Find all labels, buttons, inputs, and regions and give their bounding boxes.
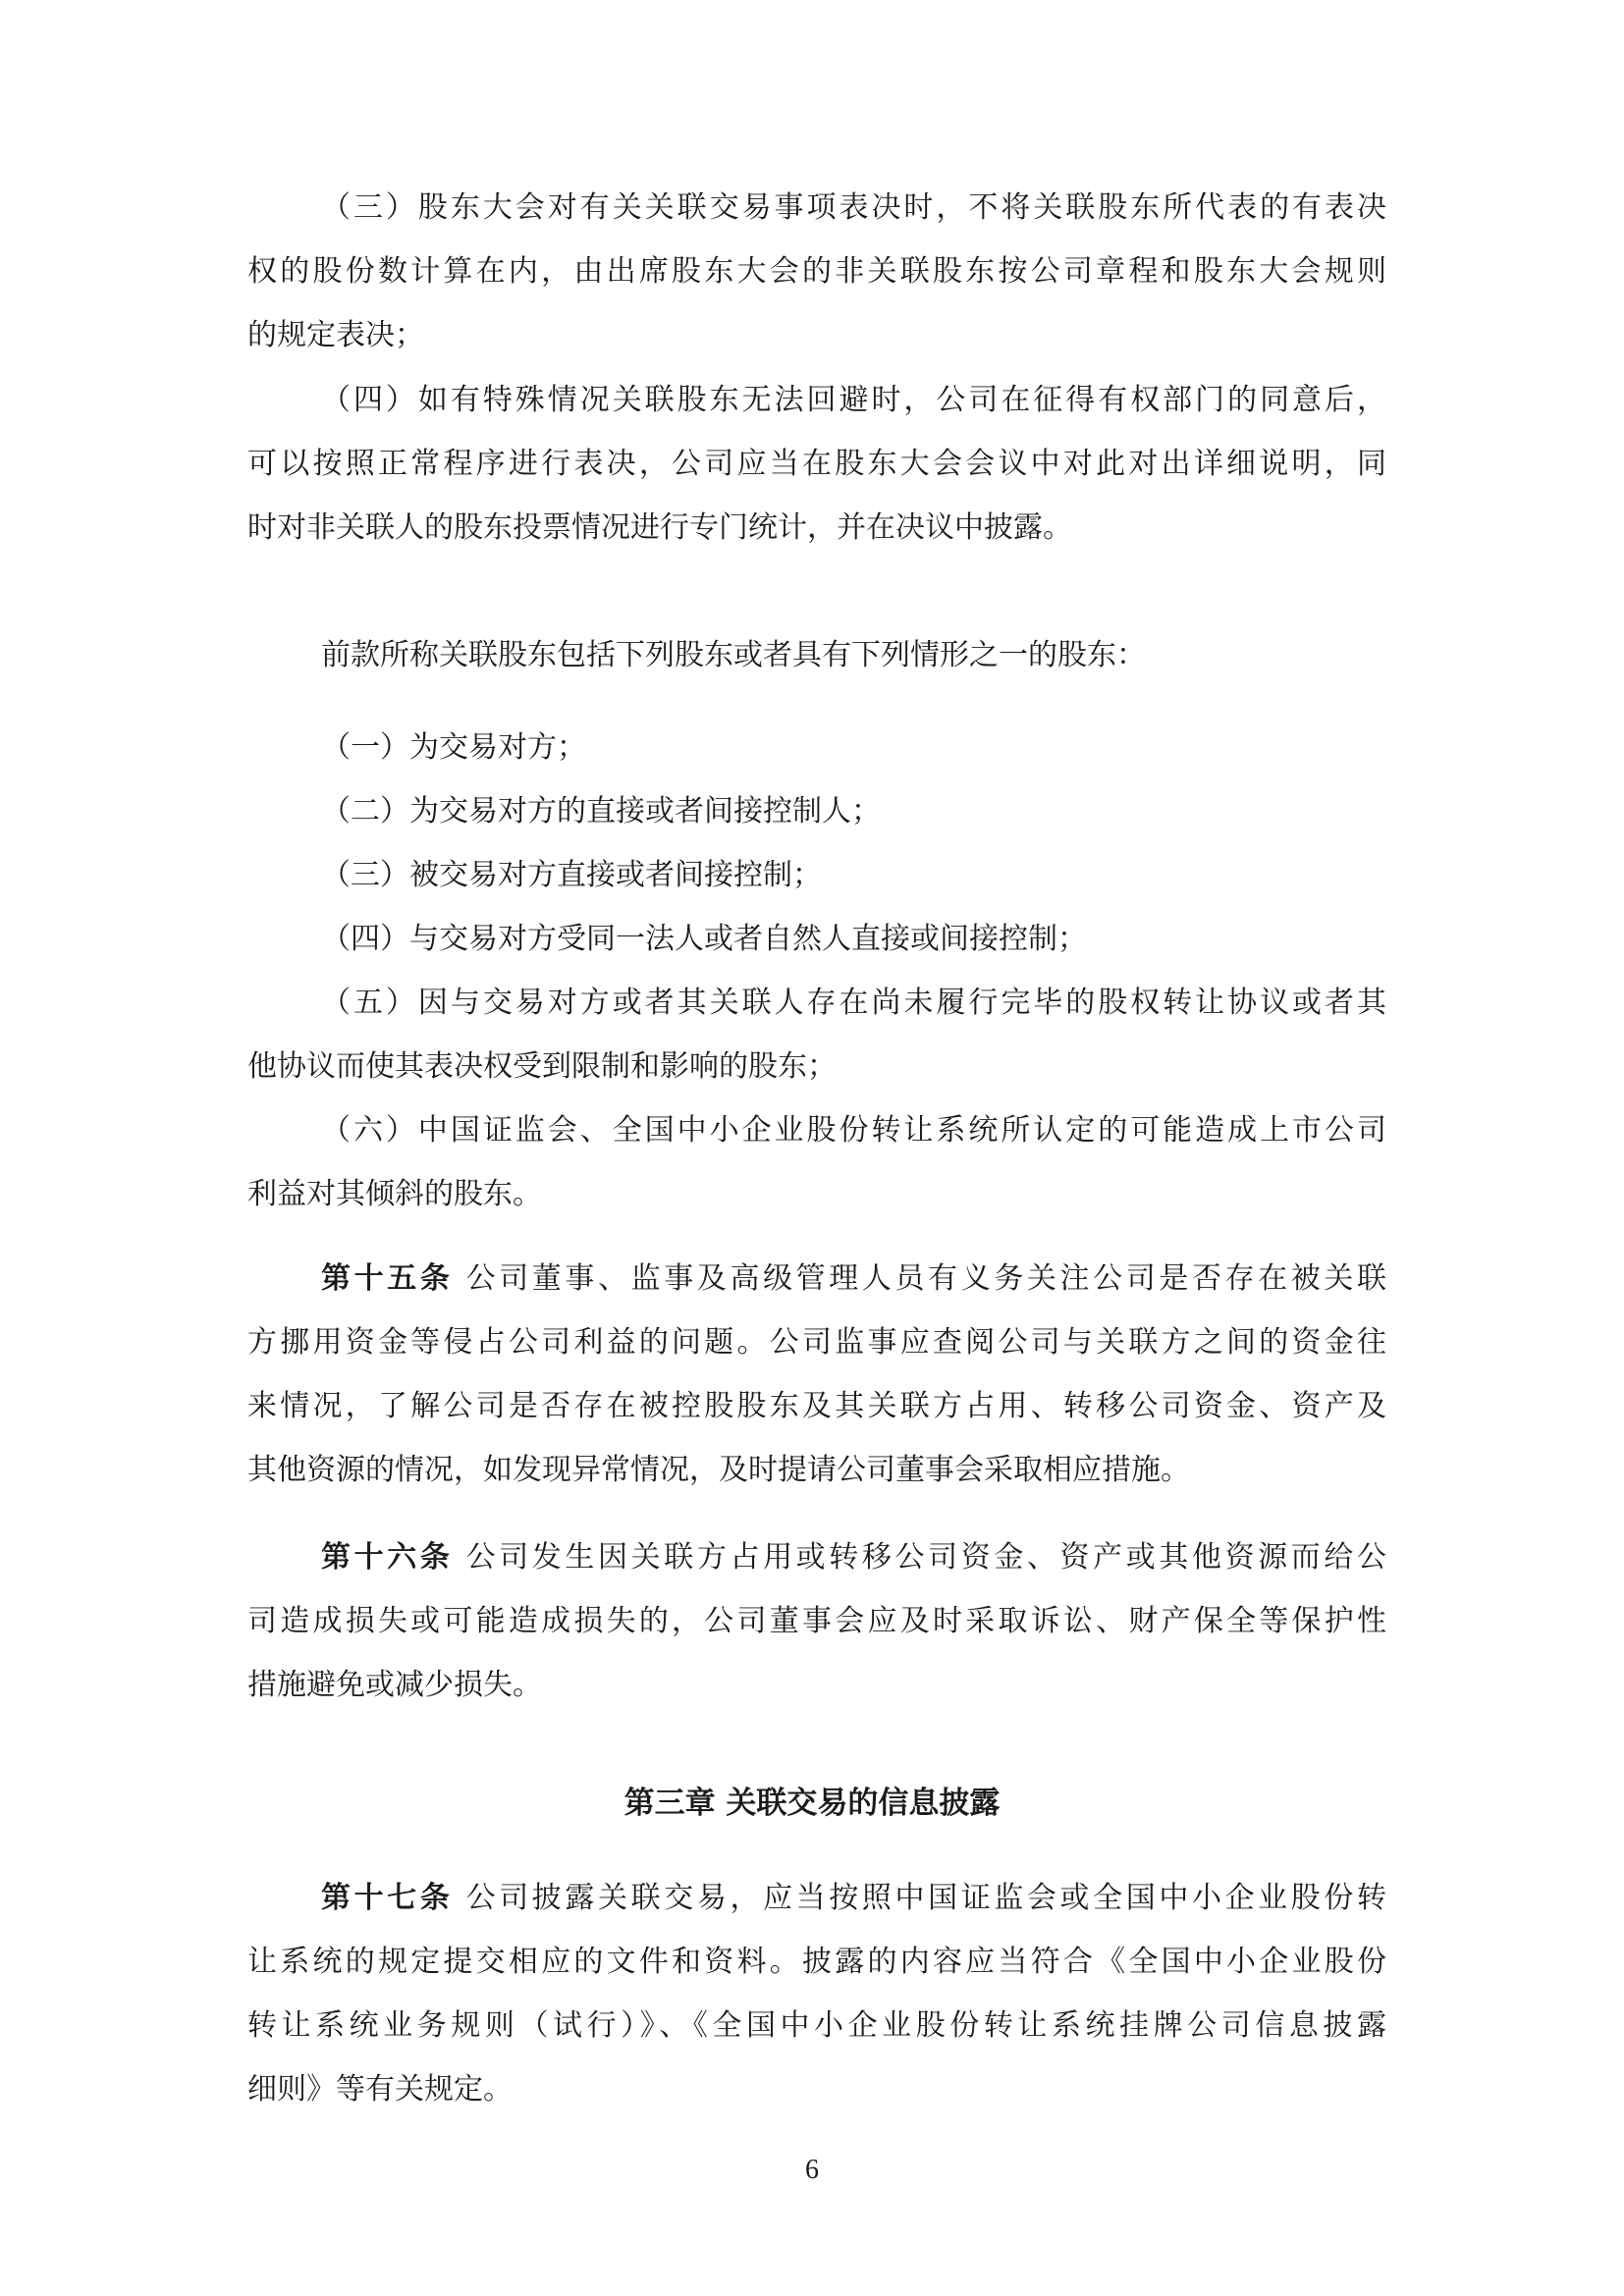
article-label: 第十六条 (321, 1540, 454, 1575)
article-17-line: 让系统的规定提交相应的文件和资料。披露的内容应当符合《全国中小企业股份 (247, 1945, 1386, 1979)
paragraph-line: （四）如有特殊情况关联股东无法回避时，公司在征得有权部门的同意后， (321, 383, 1386, 417)
article-label: 第十五条 (321, 1261, 454, 1296)
list-item: （四）与交易对方受同一法人或者自然人直接或间接控制； (321, 922, 1087, 956)
paragraph-line: 的规定表决； (247, 318, 424, 352)
article-17-line: 转让系统业务规则（试行）》、《全国中小企业股份转让系统挂牌公司信息披露 (247, 2008, 1386, 2043)
paragraph-line: 可以按照正常程序进行表决，公司应当在股东大会会议中对此对出详细说明，同 (247, 447, 1386, 481)
list-item: （二）为交易对方的直接或者间接控制人； (321, 794, 881, 828)
list-item: 利益对其倾斜的股东。 (247, 1177, 542, 1211)
article-text: 公司发生因关联方占用或转移公司资金、资产或其他资源而给公 (465, 1540, 1387, 1575)
list-item: （三）被交易对方直接或者间接控制； (321, 858, 822, 892)
paragraph-line: 时对非关联人的股东投票情况进行专门统计，并在决议中披露。 (247, 510, 1072, 545)
article-15-line: 其他资源的情况，如发现异常情况，及时提请公司董事会采取相应措施。 (247, 1453, 1190, 1487)
list-item: （一）为交易对方； (321, 730, 586, 765)
chapter-heading: 第三章 关联交易的信息披露 (623, 1786, 1001, 1821)
paragraph-line: 权的股份数计算在内，由出席股东大会的非关联股东按公司章程和股东大会规则 (247, 254, 1386, 289)
list-item: （六）中国证监会、全国中小企业股份转让系统所认定的可能造成上市公司 (321, 1113, 1386, 1148)
article-16-line: 措施避免或减少损失。 (247, 1668, 542, 1702)
article-15-line: 来情况，了解公司是否存在被控股股东及其关联方占用、转移公司资金、资产及 (247, 1389, 1386, 1423)
paragraph-line: 前款所称关联股东包括下列股东或者具有下列情形之一的股东： (321, 638, 1146, 672)
list-item: （五）因与交易对方或者其关联人存在尚未履行完毕的股权转让协议或者其 (321, 986, 1386, 1020)
article-15-line: 方挪用资金等侵占公司利益的问题。公司监事应查阅公司与关联方之间的资金往 (247, 1325, 1386, 1360)
paragraph-line: （三）股东大会对有关关联交易事项表决时，不将关联股东所代表的有表决 (321, 190, 1386, 225)
article-text: 公司披露关联交易，应当按照中国证监会或全国中小企业股份转 (465, 1881, 1387, 1915)
article-15-line (321, 1259, 1386, 1299)
article-16-line: 司造成损失或可能造成损失的，公司董事会应及时采取诉讼、财产保全等保护性 (247, 1604, 1386, 1638)
article-17-line: 细则》等有关规定。 (247, 2072, 513, 2107)
article-label: 第十七条 (321, 1881, 454, 1915)
article-text: 公司董事、监事及高级管理人员有义务关注公司是否存在被关联 (465, 1261, 1387, 1296)
list-item: 他协议而使其表决权受到限制和影响的股东； (247, 1049, 837, 1084)
article-17-line (321, 1879, 1386, 1918)
page-number: 6 (805, 2155, 819, 2185)
article-16-line (321, 1538, 1386, 1577)
